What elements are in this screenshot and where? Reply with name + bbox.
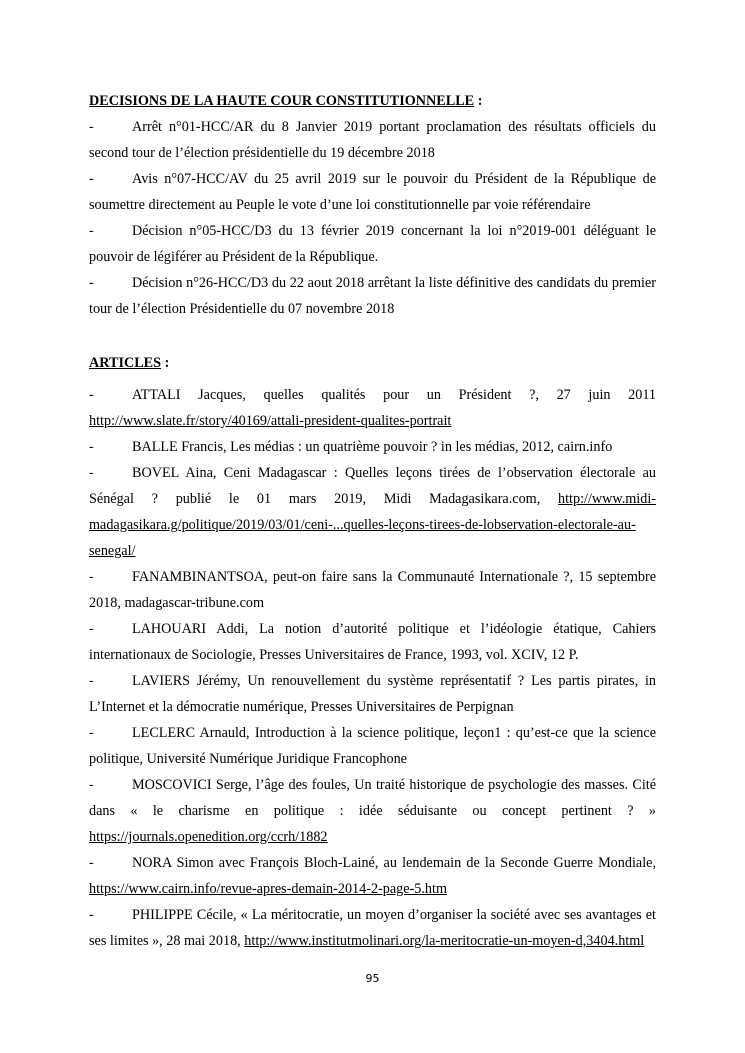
list-dash: - [89, 855, 94, 871]
list-dash: - [89, 119, 94, 135]
decisions-heading: DECISIONS DE LA HAUTE COUR CONSTITUTIONNELLE : [89, 93, 483, 109]
decisions-list [89, 114, 656, 322]
entry-text: LECLERC Arnauld, Introduction à la science politique, leçon1 : qu’est-ce que la science politique, Université Numérique Juridique Francophone [89, 725, 656, 767]
decisions-heading-text: DECISIONS DE LA HAUTE COUR CONSTITUTIONNELLE [89, 93, 475, 109]
list-dash: - [89, 569, 94, 585]
entry-link[interactable]: http://www.slate.fr/story/40169/attali-president-qualites-portrait [89, 413, 452, 429]
articles-entry [89, 564, 656, 616]
list-dash: - [89, 725, 94, 741]
list-dash: - [89, 673, 94, 689]
articles-entry [89, 668, 656, 720]
articles-heading-text: ARTICLES [89, 355, 162, 371]
articles-entry [89, 382, 656, 434]
entry-text: MOSCOVICI Serge, l’âge des foules, Un traité historique de psychologie des masses. Cité dans « le charisme en politique : idée séduisante ou concept pertinent ? » [89, 777, 656, 819]
entry-text: Avis n°07-HCC/AV du 25 avril 2019 sur le pouvoir du Président de la République de soumettre directement au Peuple le vote d’une loi constitutionnelle par voie référendaire [89, 171, 656, 213]
articles-entry [89, 850, 656, 902]
entry-text: Arrêt n°01-HCC/AR du 8 Janvier 2019 portant proclamation des résultats officiels du second tour de l’élection présidentielle du 19 décembre 2018 [89, 119, 656, 161]
entry-text: Décision n°26-HCC/D3 du 22 aout 2018 arrêtant la liste définitive des candidats du premier tour de l’élection Présidentielle du 07 novembre 2018 [89, 275, 656, 317]
list-dash: - [89, 275, 94, 291]
articles-entry [89, 616, 656, 668]
entry-text: ATTALI Jacques, quelles qualités pour un Président ?, 27 juin 2011 [132, 387, 656, 403]
entry-text: FANAMBINANTSOA, peut-on faire sans la Communauté Internationale ?, 15 septembre 2018, madagascar-tribune.com [89, 569, 656, 611]
entry-text: Décision n°05-HCC/D3 du 13 février 2019 concernant la loi n°2019-001 déléguant le pouvoir de légiférer au Président de la République. [89, 223, 656, 265]
list-dash: - [89, 777, 94, 793]
decisions-entry [89, 270, 656, 322]
page-number: 95 [365, 972, 380, 985]
entry-link[interactable]: https://journals.openedition.org/ccrh/1882 [89, 829, 328, 845]
entry-text: BALLE Francis, Les médias : un quatrième pouvoir ? in les médias, 2012, cairn.info [132, 439, 613, 455]
document-page [89, 88, 656, 954]
entry-text: PHILIPPE Cécile, « La méritocratie, un moyen d’organiser la société avec ses avantages et ses limites », 28 mai 2018, [89, 907, 656, 949]
list-dash: - [89, 439, 94, 455]
articles-entry [89, 902, 656, 954]
articles-entry [89, 460, 656, 564]
entry-text: BOVEL Aina, Ceni Madagascar : Quelles leçons tirées de l’observation électorale au Sénégal ? publié le 01 mars 2019, Midi Madagasikara.com, [89, 465, 656, 507]
articles-heading: ARTICLES : [89, 355, 170, 371]
decisions-entry [89, 114, 656, 166]
entry-link[interactable]: http://www.institutmolinari.org/la-meritocratie-un-moyen-d,3404.html [244, 933, 645, 949]
entry-text: NORA Simon avec François Bloch-Lainé, au lendemain de la Seconde Guerre Mondiale, [132, 855, 656, 871]
articles-entry [89, 720, 656, 772]
list-dash: - [89, 223, 94, 239]
articles-entry [89, 434, 656, 460]
articles-list [89, 382, 656, 954]
decisions-entry [89, 218, 656, 270]
list-dash: - [89, 171, 94, 187]
entry-link[interactable]: https://www.cairn.info/revue-apres-demain-2014-2-page-5.htm [89, 881, 447, 897]
list-dash: - [89, 621, 94, 637]
list-dash: - [89, 387, 94, 403]
entry-text: LAVIERS Jérémy, Un renouvellement du système représentatif ? Les partis pirates, in L’Internet et la démocratie numérique, Presses Universitaires de Perpignan [89, 673, 656, 715]
entry-text: LAHOUARI Addi, La notion d’autorité politique et l’idéologie étatique, Cahiers internationaux de Sociologie, Presses Universitaires de France, 1993, vol. XCIV, 12 P. [89, 621, 656, 663]
list-dash: - [89, 465, 94, 481]
articles-entry [89, 772, 656, 850]
entry-link[interactable]: http://www.midi-madagasikara.g/politique/2019/03/01/ceni-...quelles-leçons-tirees-de-lobservation-electorale-au-senegal/ [89, 491, 656, 559]
decisions-entry [89, 166, 656, 218]
list-dash: - [89, 907, 94, 923]
